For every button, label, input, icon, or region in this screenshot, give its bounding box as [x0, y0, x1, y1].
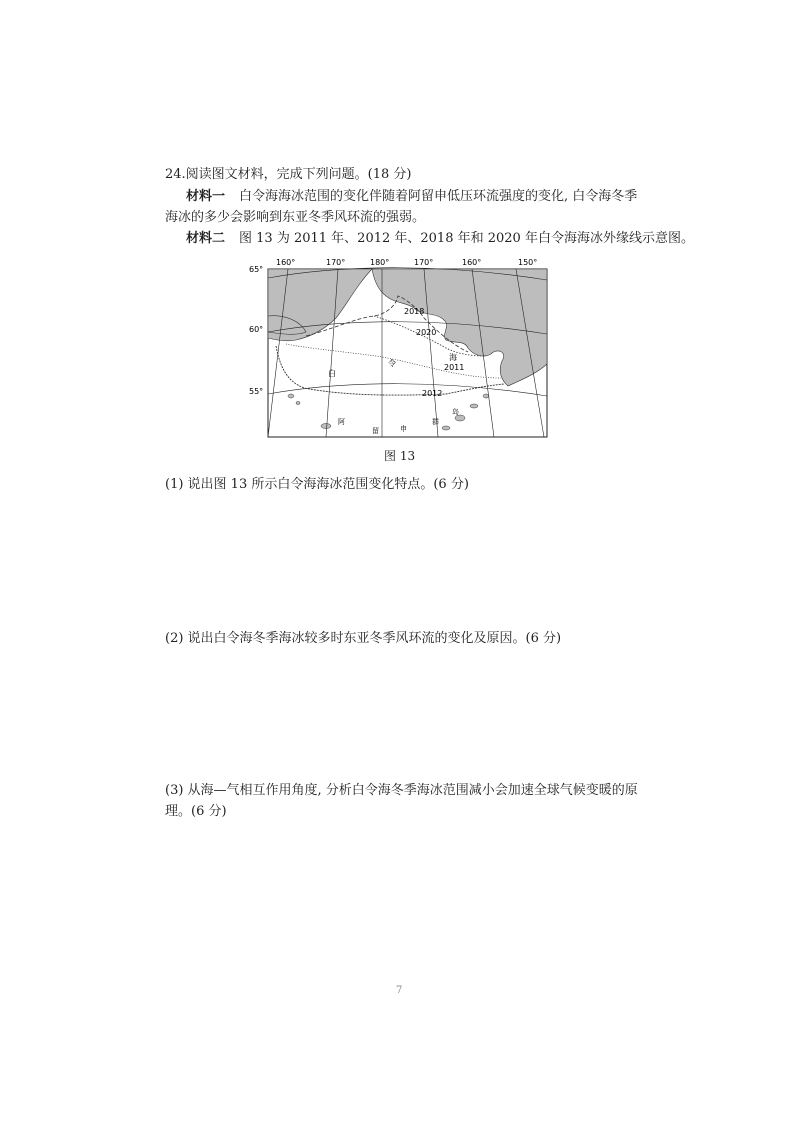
sea-name-char: 令	[388, 359, 396, 368]
year-label-2012: 2012	[422, 389, 443, 398]
subquestion-1: (1) 说出图 13 所示白令海海冰范围变化特点。(6 分)	[165, 477, 469, 492]
longitude-label: 180°	[370, 258, 390, 267]
islands-name-char: 岛	[452, 408, 459, 416]
island	[470, 404, 478, 408]
sea-name-char: 白	[328, 369, 336, 378]
material-2	[186, 228, 694, 249]
longitude-label: 160°	[276, 258, 296, 267]
subquestion-3: (3) 从海—气相互作用角度, 分析白令海冬季海冰范围减小会加速全球气候变暖的原理。(6 分)	[165, 783, 638, 819]
material-1	[165, 186, 645, 228]
latitude-label: 65°	[249, 265, 264, 274]
islands-name-char: 阿	[338, 418, 345, 426]
question-title: 24.阅读图文材料，完成下列问题。(18 分)	[165, 167, 412, 182]
material-1-text: 白令海海冰范围的变化伴随着阿留申低压环流强度的变化, 白令海冬季海冰的多少会影响到东亚冬季风环流的强弱。	[165, 189, 638, 225]
longitude-label: 160°	[462, 258, 482, 267]
material-1-label: 材料一	[186, 189, 226, 204]
sea-name-char: 海	[449, 353, 457, 362]
material-2-text: 图 13 为 2011 年、2012 年、2018 年和 2020 年白令海海冰外缘线示意图。	[239, 231, 694, 246]
year-label-2018: 2018	[404, 307, 425, 316]
map-caption: 图 13	[384, 449, 416, 463]
latitude-label: 60°	[249, 325, 264, 334]
longitude-label: 170°	[326, 258, 346, 267]
island	[321, 424, 331, 429]
island	[442, 426, 450, 430]
island	[483, 394, 489, 398]
island	[288, 394, 294, 398]
longitude-label: 170°	[414, 258, 434, 267]
islands-name-char: 申	[400, 425, 407, 433]
longitude-label: 150°	[518, 258, 538, 267]
islands-name-char: 留	[372, 427, 379, 435]
year-label-2011: 2011	[444, 363, 465, 372]
islands-name-char: 群	[432, 418, 439, 426]
year-label-2020: 2020	[416, 328, 437, 337]
page-number: 7	[396, 985, 403, 996]
island	[296, 402, 300, 405]
latitude-label: 55°	[249, 387, 264, 396]
bering-sea-ice-map	[246, 256, 551, 442]
subquestion-2: (2) 说出白令海冬季海冰较多时东亚冬季风环流的变化及原因。(6 分)	[165, 631, 562, 646]
material-2-label: 材料二	[186, 231, 226, 246]
